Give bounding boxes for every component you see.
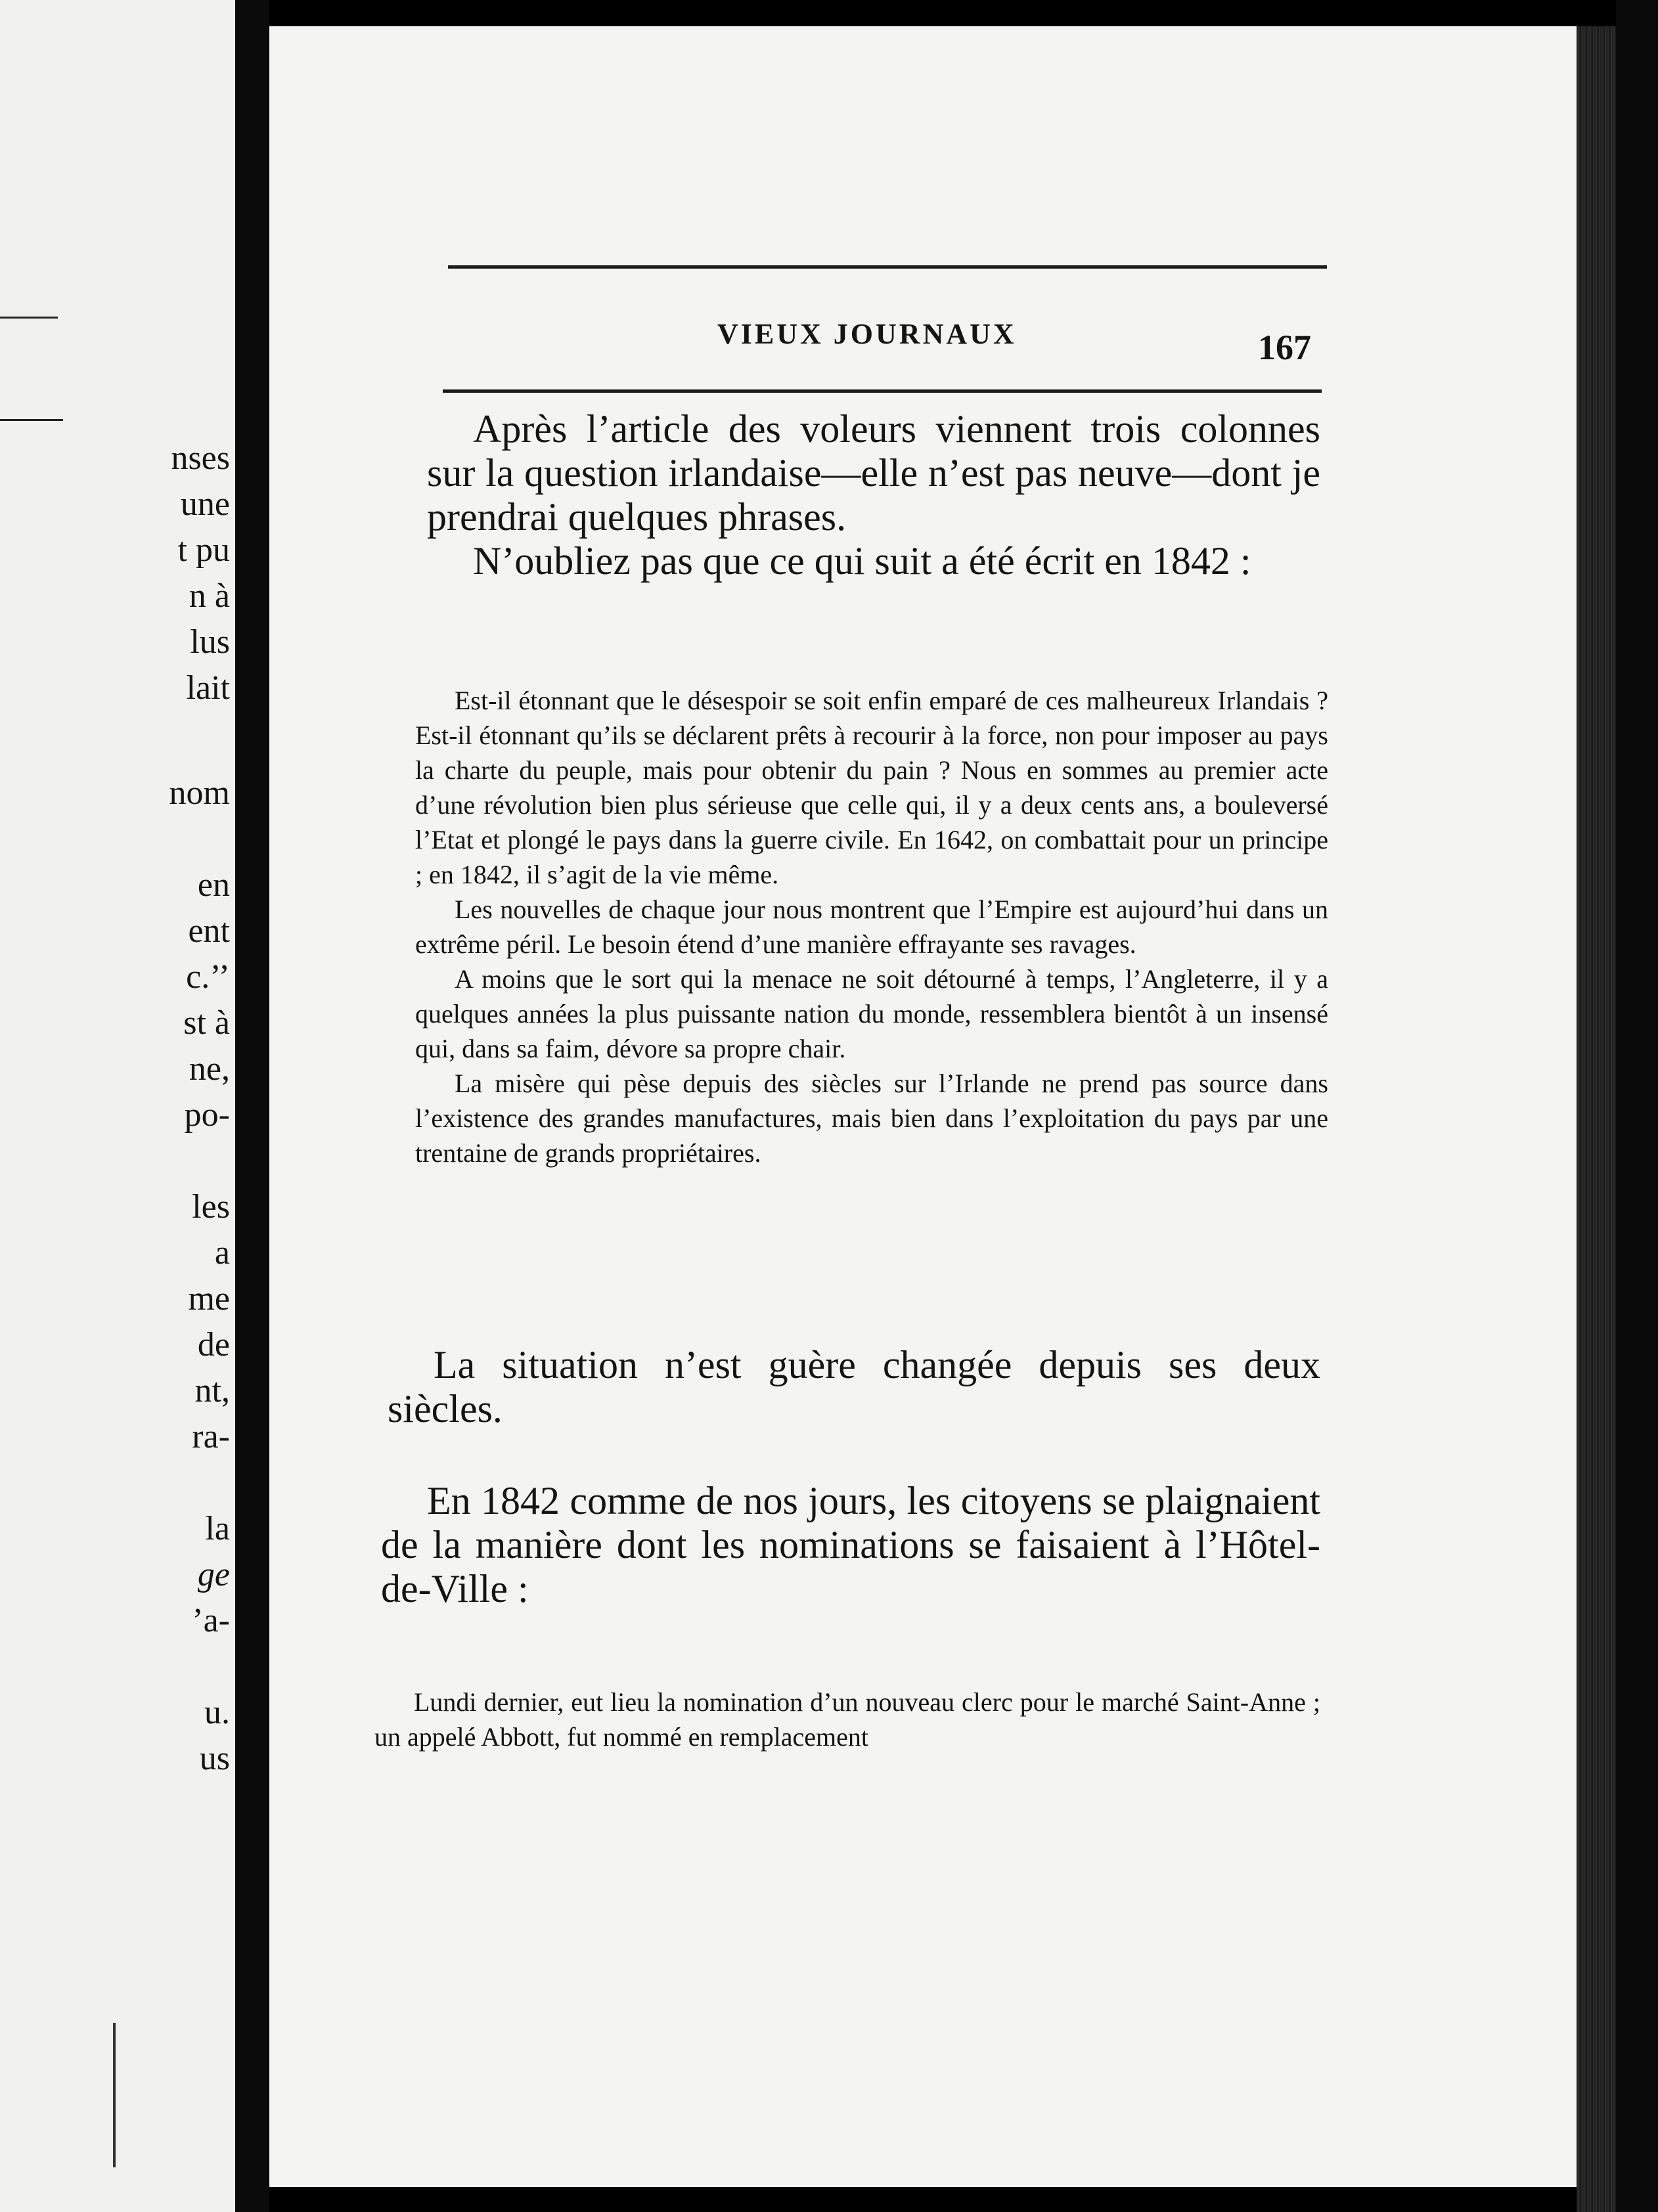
left-page-fragment: t pu (177, 531, 230, 569)
left-page-fragment: po- (184, 1096, 230, 1134)
header-rule-bottom (443, 389, 1322, 393)
left-page-fragment: n à (189, 577, 230, 615)
left-page-fragment: ne, (189, 1050, 230, 1088)
left-page-fragment: lus (190, 623, 230, 661)
header-rule-top (448, 265, 1327, 269)
page-number: 167 (1258, 328, 1311, 367)
quote-paragraph-3: A moins que le sort qui la menace ne soit détourné à temps, l’Angleterre, il y a quelques années la plus puissante nation du monde, ressemblera bientôt à un insensé qui, dans sa faim, dévore sa propre chair. (415, 964, 1328, 1063)
paragraph-situation: La situation n’est guère changée depuis ses deux siècles. (388, 1343, 1320, 1430)
left-page-fragment: ent (188, 912, 230, 950)
paragraph-intro: Après l’article des voleurs viennent trois colonnes sur la question irlandaise—elle n’est pas neuve—dont je prendrai quelques phrases. (427, 407, 1320, 539)
left-page-fragment: la (205, 1510, 230, 1547)
paragraph-situation-block (388, 1343, 1320, 1431)
paragraph-date-note: N’oubliez pas que ce qui suit a été écrit en 1842 : (473, 539, 1251, 583)
quote-paragraph-2: Les nouvelles de chaque jour nous montrent que l’Empire est aujourd’hui dans un extrême péril. Le besoin étend d’une manière effrayante ses ravages. (415, 895, 1328, 959)
quote-paragraph-1: Est-il étonnant que le désespoir se soit enfin emparé de ces malheureux Irlandais ? Est-il étonnant qu’ils se déclarent prêts à recourir à la force, non pour imposer au pays la charte du peuple, mais pour obtenir du pain ? Nous en sommes au premier acte d’une révolution bien plus sérieuse que celle qui, il y a deux cents ans, a bouleversé l’Etat et plongé le pays dans la guerre civile. En 1642, on combattait pour un principe ; en 1842, il s’agit de la vie même. (415, 686, 1328, 889)
left-page-fragment: de (197, 1326, 230, 1363)
quotation-block-2 (374, 1685, 1320, 1754)
left-page-fragment: ra- (192, 1418, 230, 1455)
left-facing-page (0, 0, 235, 2212)
left-page-fragment: c.’’ (186, 958, 230, 996)
left-page-fragment: a (214, 1234, 230, 1272)
paragraph-nominations-block (381, 1479, 1320, 1611)
left-page-fragment: nt, (194, 1372, 230, 1409)
running-head: VIEUX JOURNAUX (717, 318, 1017, 350)
gutter-shadow-line (113, 2023, 116, 2167)
quotation-block (415, 683, 1328, 1170)
quote-paragraph-4: La misère qui pèse depuis des siècles sur l’Irlande ne prend pas source dans l’existence des grandes manufactures, mais bien dans l’exploitation du pays par une trentaine de grands propriétaires. (415, 1069, 1328, 1168)
quote-paragraph-5: Lundi dernier, eut lieu la nomination d’un nouveau clerc pour le marché Saint-Anne ; un appelé Abbott, fut nommé en remplacement (374, 1687, 1320, 1752)
page-stack-shadow (1616, 0, 1658, 2212)
left-page-fragment: ge (197, 1556, 230, 1593)
book-gutter (235, 0, 269, 2212)
left-page-fragment: st à (183, 1004, 230, 1042)
paragraph-intro-block (427, 407, 1320, 583)
left-page-fragment: me (188, 1280, 230, 1317)
paragraph-nominations: En 1842 comme de nos jours, les citoyens se plaignaient de la manière dont les nominations se faisaient à l’Hôtel-de-Ville : (381, 1479, 1320, 1610)
left-page-rule-top (0, 317, 58, 319)
left-page-fragment: us (199, 1740, 230, 1777)
left-page-rule-bottom (0, 419, 63, 421)
left-page-fragment: lait (186, 669, 230, 707)
left-page-fragment: les (192, 1188, 230, 1226)
left-page-fragment: u. (204, 1694, 230, 1731)
main-page (269, 26, 1577, 2187)
left-page-fragment: une (180, 485, 230, 523)
left-page-fragment: nses (171, 439, 230, 477)
left-page-fragment: nom (169, 774, 230, 812)
left-page-fragment: en (197, 866, 230, 904)
left-page-fragment: ’a- (192, 1602, 230, 1639)
